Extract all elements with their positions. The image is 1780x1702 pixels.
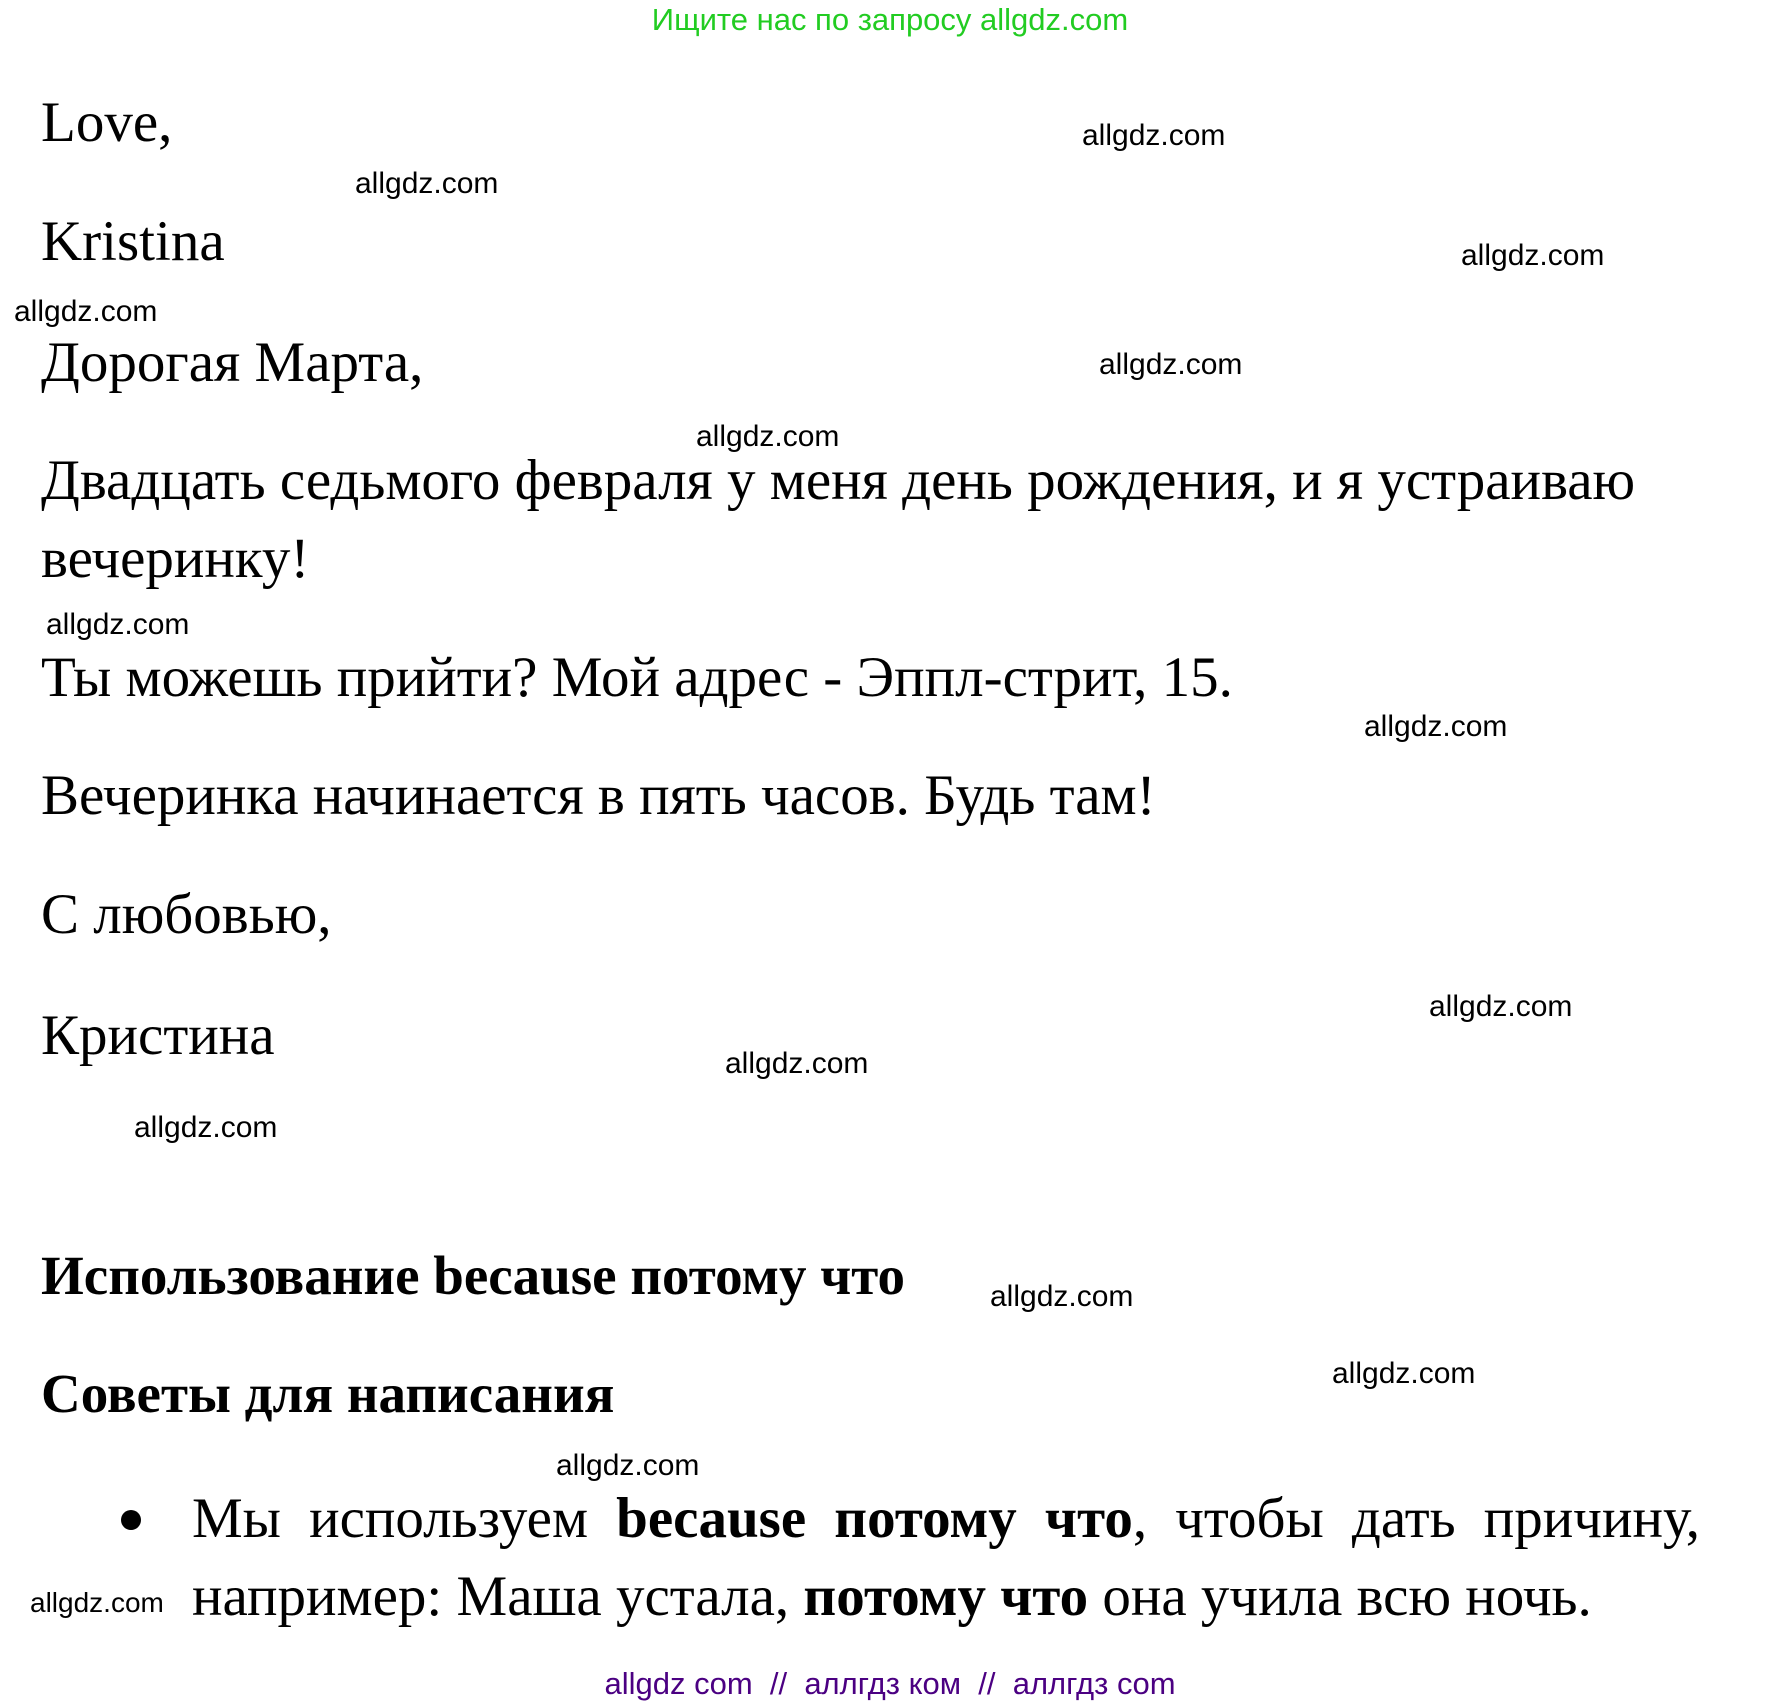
watermark: allgdz.com bbox=[1082, 119, 1226, 152]
tip-part: она учила всю ночь. bbox=[1088, 1565, 1592, 1628]
tip-bold: потому что bbox=[803, 1565, 1089, 1628]
watermark: allgdz.com bbox=[1099, 348, 1243, 381]
bullet-icon bbox=[121, 1510, 141, 1530]
paragraph-2: Ты можешь прийти? Мой адрес - Эппл-стрит, 15. bbox=[41, 646, 1233, 709]
watermark: allgdz.com bbox=[1429, 990, 1573, 1023]
heading-because: Использование because потому что bbox=[41, 1245, 906, 1306]
closing-ru: С любовью, bbox=[41, 883, 332, 946]
watermark: allgdz.com bbox=[1332, 1357, 1476, 1390]
paragraph-3: Вечеринка начинается в пять часов. Будь там! bbox=[41, 764, 1156, 827]
watermark: allgdz.com bbox=[14, 295, 158, 328]
watermark: allgdz.com bbox=[46, 608, 190, 641]
watermark: allgdz.com bbox=[990, 1280, 1134, 1313]
watermark: allgdz.com bbox=[696, 420, 840, 453]
paragraph-1: Двадцать седьмого февраля у меня день рождения, и я устраиваю вечеринку! bbox=[41, 449, 1636, 590]
watermark: allgdz.com bbox=[725, 1047, 869, 1080]
tip-list-item bbox=[110, 1480, 1710, 1636]
watermark: allgdz.com bbox=[355, 167, 499, 200]
tip-part: , чтобы дать причину, например: Маша устала, bbox=[192, 1487, 1700, 1628]
header-banner[interactable]: Ищите нас по запросу allgdz.com bbox=[651, 2, 1129, 37]
tip-bold: because потому что bbox=[616, 1487, 1133, 1550]
watermark: allgdz.com bbox=[1461, 239, 1605, 272]
signature-ru: Кристина bbox=[41, 1004, 275, 1067]
greeting-ru: Дорогая Марта, bbox=[41, 331, 424, 394]
closing-en: Love, bbox=[41, 91, 173, 154]
watermark: allgdz.com bbox=[30, 1587, 164, 1618]
watermark: allgdz.com bbox=[134, 1111, 278, 1144]
watermark: allgdz.com bbox=[556, 1449, 700, 1482]
signature-en: Kristina bbox=[41, 210, 225, 273]
footer-links[interactable]: allgdz com // аллгдз ком // аллгдз com bbox=[604, 1666, 1176, 1701]
tip-text bbox=[192, 1480, 1700, 1636]
watermark: allgdz.com bbox=[1364, 710, 1508, 743]
heading-writing-tips: Советы для написания bbox=[41, 1363, 615, 1424]
tip-part: Мы используем bbox=[192, 1487, 617, 1550]
